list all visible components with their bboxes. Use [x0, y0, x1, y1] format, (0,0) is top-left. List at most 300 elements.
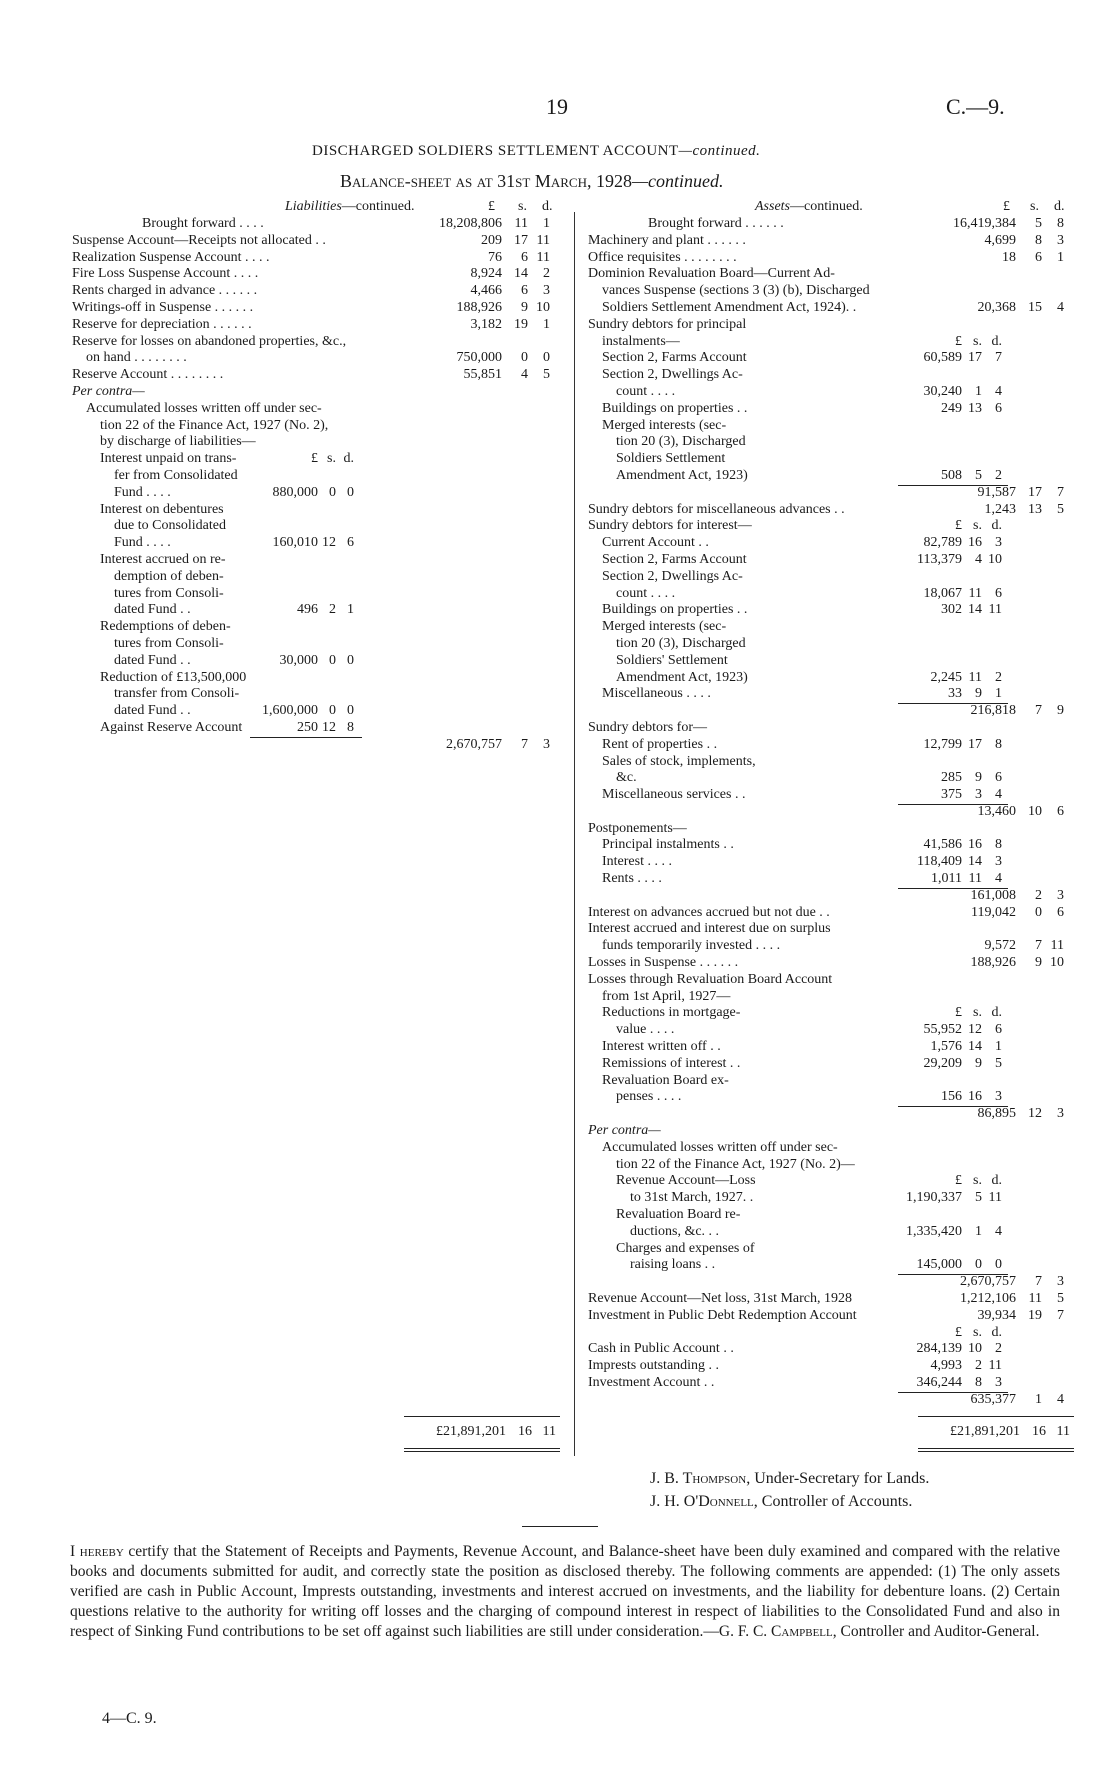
liability-pence: 2	[543, 266, 550, 282]
asset-label: Revenue Account—Net loss, 31st March, 1928	[588, 1291, 853, 1306]
asset-label: Cash in Public Account . .	[588, 1341, 734, 1357]
asset-shillings: 5	[1035, 216, 1042, 231]
asset-row	[588, 972, 1072, 989]
asset-label: Soldiers Settlement Amendment Act, 1924). .	[602, 299, 857, 315]
assets-list	[588, 216, 1072, 1409]
asset-sub-pence: d.	[991, 1173, 1002, 1189]
asset-sub-pence: 11	[988, 602, 1002, 618]
liability-sub-shillings: 2	[329, 602, 336, 618]
liability-sub-shillings: 0	[329, 652, 336, 668]
liability-label: Fund . . . .	[114, 484, 171, 500]
liability-shillings: 9	[521, 299, 528, 315]
liability-row	[72, 317, 558, 334]
asset-label: Revaluation Board ex-	[602, 1072, 729, 1088]
liability-pounds: 3,182	[470, 316, 502, 332]
asset-sub-pounds: 375	[941, 787, 962, 803]
liability-pence: 11	[536, 249, 550, 265]
asset-sub-pounds: 60,589	[923, 350, 962, 366]
asset-pounds: 91,587	[977, 484, 1016, 500]
asset-sub-pounds: 1,576	[930, 1039, 962, 1055]
liability-sub-pence: d.	[343, 451, 354, 467]
asset-pounds: 18	[1002, 249, 1016, 265]
asset-sub-pence: 5	[995, 1055, 1002, 1071]
liabilities-heading-text: Liabilities	[285, 199, 342, 214]
asset-sub-shillings: 11	[968, 871, 982, 887]
asset-label: tion 22 of the Finance Act, 1927 (No. 2)—	[616, 1156, 855, 1172]
asset-shillings: 0	[1035, 904, 1042, 920]
liability-label: Suspense Account—Receipts not allocated . .	[72, 232, 326, 248]
liability-label: Interest on debentures	[100, 501, 224, 517]
liabilities-pence-header: d.	[542, 199, 553, 214]
asset-sub-shillings: 12	[968, 1022, 982, 1038]
asset-label: ductions, &c. . .	[630, 1223, 720, 1239]
liability-label: fer from Consolidated	[114, 467, 238, 483]
asset-pence: 6	[1057, 803, 1064, 819]
signature-thompson: J. B. Thompson, Under-Secretary for Lands.	[650, 1470, 930, 1487]
asset-row	[588, 569, 1072, 586]
liability-sub-pence: 0	[347, 484, 354, 500]
liability-pounds: 18,208,806	[439, 216, 502, 231]
liability-label: Realization Suspense Account . . . .	[72, 249, 270, 265]
asset-sub-pence: d.	[991, 518, 1002, 534]
asset-sub-shillings: 9	[975, 686, 982, 702]
asset-label: Section 2, Dwellings Ac-	[602, 367, 743, 383]
asset-label: Interest written off . .	[602, 1039, 721, 1055]
liability-sub-pounds: 250	[297, 719, 318, 735]
asset-row	[588, 266, 1072, 283]
asset-row	[588, 1341, 1072, 1358]
asset-sub-pounds: 30,240	[923, 383, 962, 399]
liability-pence: 0	[543, 350, 550, 366]
asset-subtotal-rule	[898, 1106, 1008, 1107]
asset-shillings: 10	[1028, 803, 1042, 819]
asset-label: Dominion Revaluation Board—Current Ad-	[588, 266, 835, 282]
assets-total-shillings: 16	[1032, 1424, 1046, 1439]
asset-row	[588, 451, 1072, 468]
asset-sub-pence: 2	[995, 467, 1002, 483]
asset-row	[588, 821, 1072, 838]
asset-sub-pence: 11	[988, 1358, 1002, 1374]
asset-sub-pence: 6	[995, 1022, 1002, 1038]
asset-label: Principal instalments . .	[602, 837, 734, 853]
liability-shillings: 14	[514, 266, 528, 282]
asset-label: funds temporarily invested . . . .	[602, 938, 781, 954]
liability-sub-pounds: 1,600,000	[262, 703, 318, 719]
liability-pence: 3	[543, 736, 550, 752]
asset-sub-pence: 7	[995, 350, 1002, 366]
liability-row	[72, 266, 558, 283]
liability-row	[72, 367, 558, 384]
asset-sub-pence: 10	[988, 551, 1002, 567]
asset-sub-pounds: 145,000	[916, 1257, 962, 1273]
asset-label: Soldiers Settlement	[616, 451, 726, 467]
asset-sub-pence: 6	[995, 585, 1002, 601]
asset-sub-pence: 3	[995, 854, 1002, 870]
asset-sub-pounds: 113,379	[917, 551, 962, 567]
asset-pounds: 20,368	[977, 299, 1016, 315]
liability-row	[72, 619, 558, 636]
asset-pounds: 2,670,757	[960, 1274, 1016, 1290]
asset-row	[588, 686, 1072, 703]
asset-label: Postponements—	[588, 820, 687, 836]
liability-label: Reserve for depreciation . . . . . .	[72, 316, 252, 332]
liability-row	[72, 401, 558, 418]
assets-total-rule-bottom	[918, 1448, 1074, 1449]
liability-sub-pence: 8	[347, 719, 354, 735]
asset-sub-shillings: 10	[968, 1341, 982, 1357]
liability-row	[72, 300, 558, 317]
subtitle-suffix: —continued.	[631, 171, 724, 191]
liability-pence: 10	[536, 299, 550, 315]
asset-row	[588, 485, 1072, 502]
liability-shillings: 19	[514, 316, 528, 332]
asset-sub-pounds: £	[955, 1173, 962, 1189]
liability-sub-pence: 0	[347, 703, 354, 719]
asset-label: Merged interests (sec-	[602, 417, 727, 433]
asset-sub-pounds: £	[955, 518, 962, 534]
asset-row	[588, 1022, 1072, 1039]
asset-row	[588, 804, 1072, 821]
liability-row	[72, 216, 558, 233]
asset-row	[588, 787, 1072, 804]
assets-heading-text: Assets	[755, 199, 790, 214]
liability-sub-pounds: 880,000	[272, 484, 318, 500]
asset-row	[588, 1241, 1072, 1258]
asset-label: Soldiers' Settlement	[616, 652, 728, 668]
asset-row	[588, 1358, 1072, 1375]
liability-label: Fire Loss Suspense Account . . . .	[72, 266, 259, 282]
liability-row	[72, 670, 558, 687]
asset-label: Office requisites . . . . . . . .	[588, 249, 737, 265]
asset-sub-shillings: 14	[968, 1039, 982, 1055]
liability-row	[72, 703, 558, 720]
asset-label: Per contra—	[588, 1123, 661, 1139]
asset-pence: 3	[1057, 1106, 1064, 1122]
asset-shillings: 17	[1028, 484, 1042, 500]
asset-sub-shillings: 13	[968, 400, 982, 416]
asset-pounds: 119,042	[971, 904, 1016, 920]
asset-pounds: 188,926	[970, 955, 1016, 971]
asset-pence: 8	[1057, 216, 1064, 231]
asset-row	[588, 636, 1072, 653]
asset-sub-shillings: 11	[968, 669, 982, 685]
asset-row	[588, 468, 1072, 485]
asset-sub-pounds: 284,139	[916, 1341, 962, 1357]
asset-row	[588, 350, 1072, 367]
liability-shillings: 11	[514, 216, 528, 231]
liability-pounds: 188,926	[456, 299, 502, 315]
asset-row	[588, 888, 1072, 905]
asset-label: Remissions of interest . .	[602, 1055, 741, 1071]
asset-row	[588, 233, 1072, 250]
asset-row	[588, 770, 1072, 787]
asset-label: Rents . . . .	[602, 871, 662, 887]
asset-pence: 1	[1057, 249, 1064, 265]
asset-row	[588, 1073, 1072, 1090]
liability-row	[72, 686, 558, 703]
liabilities-list	[72, 216, 558, 754]
asset-sub-shillings: s.	[973, 1324, 982, 1340]
asset-row	[588, 737, 1072, 754]
liability-pence: 3	[543, 283, 550, 299]
assets-pence-header: d.	[1054, 199, 1065, 214]
asset-label: Sundry debtors for interest—	[588, 518, 752, 534]
asset-shillings: 7	[1035, 938, 1042, 954]
asset-label: Imprests outstanding . .	[588, 1358, 720, 1374]
liability-label: on hand . . . . . . . .	[86, 350, 187, 366]
liability-sub-shillings: 12	[322, 719, 336, 735]
liability-sub-shillings: 12	[322, 535, 336, 551]
asset-row	[588, 1257, 1072, 1274]
liability-label: Rents charged in advance . . . . . .	[72, 283, 258, 299]
asset-label: Sundry debtors for principal	[588, 316, 747, 332]
asset-sub-pounds: 82,789	[923, 535, 962, 551]
liability-shillings: 6	[521, 283, 528, 299]
asset-sub-pence: 3	[995, 1374, 1002, 1390]
asset-label: Current Account . .	[602, 535, 709, 551]
asset-row	[588, 1106, 1072, 1123]
document-reference: C.—9.	[946, 94, 1005, 119]
liability-label: tures from Consoli-	[114, 635, 224, 651]
asset-label: Section 2, Farms Account	[602, 551, 747, 567]
liability-label: dated Fund . .	[114, 602, 191, 618]
asset-sub-shillings: 3	[975, 787, 982, 803]
asset-row	[588, 602, 1072, 619]
liability-row	[72, 434, 558, 451]
asset-sub-pence: 2	[995, 1341, 1002, 1357]
asset-pounds: 635,377	[970, 1391, 1016, 1407]
asset-sub-pence: 4	[995, 1223, 1002, 1239]
asset-label: Interest . . . .	[602, 854, 672, 870]
asset-row	[588, 586, 1072, 603]
asset-pounds: 39,934	[977, 1307, 1016, 1323]
asset-row	[588, 502, 1072, 519]
asset-label: vances Suspense (sections 3 (3) (b), Discharged	[602, 283, 870, 299]
liability-row	[72, 569, 558, 586]
liability-row	[72, 502, 558, 519]
asset-pence: 10	[1050, 955, 1064, 971]
liability-row	[72, 485, 558, 502]
asset-pence: 3	[1057, 1274, 1064, 1290]
asset-row	[588, 989, 1072, 1006]
page-number: 19	[546, 94, 568, 119]
liabilities-heading-suffix: —continued.	[341, 199, 415, 214]
liability-row	[72, 602, 558, 619]
asset-shillings: 12	[1028, 1106, 1042, 1122]
asset-sub-pounds: 302	[941, 602, 962, 618]
liability-pounds: 4,466	[470, 283, 502, 299]
asset-shillings: 7	[1035, 703, 1042, 719]
asset-label: Interest accrued and interest due on surplus	[588, 921, 831, 937]
asset-label: Amendment Act, 1923)	[616, 467, 748, 483]
assets-pound-header: £	[1003, 199, 1010, 214]
asset-label: Accumulated losses written off under sec-	[602, 1139, 838, 1155]
asset-row	[588, 1140, 1072, 1157]
liabilities-heading	[285, 199, 415, 215]
asset-sub-pence: 2	[995, 669, 1002, 685]
asset-row	[588, 619, 1072, 636]
signature-name: J. H. O'Donnell	[650, 1493, 754, 1510]
asset-sub-pence: 8	[995, 837, 1002, 853]
asset-sub-shillings: 8	[975, 1374, 982, 1390]
liability-row	[72, 233, 558, 250]
asset-label: from 1st April, 1927—	[602, 988, 731, 1004]
liability-row	[72, 636, 558, 653]
asset-sub-pounds: 156	[941, 1089, 962, 1105]
asset-row	[588, 1291, 1072, 1308]
asset-sub-pounds: 12,799	[923, 736, 962, 752]
liability-pence: 5	[543, 367, 550, 383]
asset-subtotal-rule	[898, 703, 1008, 704]
asset-label: Amendment Act, 1923)	[616, 669, 748, 685]
asset-row	[588, 535, 1072, 552]
liability-label: transfer from Consoli-	[114, 686, 240, 702]
liability-row	[72, 737, 558, 754]
liability-label: Accumulated losses written off under sec-	[86, 400, 322, 416]
liability-pence: 1	[543, 316, 550, 332]
assets-total-rule-top	[918, 1416, 1074, 1417]
liability-shillings: 0	[521, 350, 528, 366]
asset-row	[588, 367, 1072, 384]
title-text: DISCHARGED SOLDIERS SETTLEMENT ACCOUNT	[312, 143, 679, 159]
asset-sub-pence: 8	[995, 736, 1002, 752]
asset-sub-pounds: £	[955, 1324, 962, 1340]
assets-heading	[755, 199, 863, 215]
asset-row	[588, 1157, 1072, 1174]
certificate-body: certify that the Statement of Receipts and Payments, Revenue Account, and Balance-sheet have been duly examined and compared with the relative books and documents submitted for audit, and correctly state the position as disclosed thereby. The following comments are appended: (1) The only assets verified are cash in Public Account, Imprests outstanding, investments and interest accrued on investments, and the liability for debenture loans. (2) Certain questions relative to the authority for writing off losses and the charging of compound interest in respect of liabilities to the Consolidated Fund and also in respect of Sinking Fund contributions to be set off against such liabilities are still under consideration.—G. F. C.	[70, 1543, 1060, 1640]
asset-pounds: 9,572	[984, 938, 1016, 954]
liability-sub-shillings: 0	[329, 703, 336, 719]
asset-shillings: 8	[1035, 232, 1042, 248]
asset-sub-pounds: 118,409	[917, 854, 962, 870]
asset-row	[588, 905, 1072, 922]
signature-name: J. B. Thompson	[650, 1470, 747, 1487]
liabilities-total-rule-bottom	[404, 1448, 560, 1449]
certificate-signer-role: , Controller and Auditor-General.	[832, 1623, 1040, 1640]
asset-sub-shillings: 16	[968, 535, 982, 551]
asset-row	[588, 401, 1072, 418]
asset-sub-pence: 1	[995, 686, 1002, 702]
asset-sub-pence: 6	[995, 770, 1002, 786]
asset-row	[588, 1392, 1072, 1409]
asset-sub-pence: 1	[995, 1039, 1002, 1055]
asset-sub-pounds: £	[955, 1005, 962, 1021]
liability-shillings: 4	[521, 367, 528, 383]
asset-sub-pounds: 2,245	[930, 669, 962, 685]
asset-sub-pounds: 508	[941, 467, 962, 483]
liability-sub-shillings: s.	[327, 451, 336, 467]
liability-shillings: 17	[514, 232, 528, 248]
asset-row	[588, 1325, 1072, 1342]
liability-sub-pounds: 160,010	[272, 535, 318, 551]
asset-row	[588, 653, 1072, 670]
asset-sub-shillings: 5	[975, 1190, 982, 1206]
liability-row	[72, 535, 558, 552]
liability-row	[72, 653, 558, 670]
certificate-lead: I hereby	[70, 1543, 124, 1560]
asset-label: value . . . .	[616, 1022, 675, 1038]
liability-pounds: 750,000	[456, 350, 502, 366]
asset-pounds: 86,895	[977, 1106, 1016, 1122]
liability-pounds: 76	[488, 249, 502, 265]
asset-sub-shillings: 2	[975, 1358, 982, 1374]
asset-label: Losses in Suspense . . . . . .	[588, 955, 739, 971]
asset-row	[588, 250, 1072, 267]
liability-sub-pounds: £	[311, 451, 318, 467]
asset-shillings: 19	[1028, 1307, 1042, 1323]
asset-label: Brought forward . . . . . .	[648, 216, 784, 231]
asset-row	[588, 1056, 1072, 1073]
asset-shillings: 2	[1035, 887, 1042, 903]
assets-heading-suffix: —continued.	[790, 199, 863, 214]
liabilities-total-rule-top	[404, 1416, 560, 1417]
asset-sub-pounds: 1,190,337	[906, 1190, 962, 1206]
asset-label: raising loans . .	[630, 1257, 716, 1273]
liability-label: tion 22 of the Finance Act, 1927 (No. 2),	[100, 417, 329, 433]
asset-label: tion 20 (3), Discharged	[616, 434, 746, 450]
asset-row	[588, 1005, 1072, 1022]
asset-label: count . . . .	[616, 585, 676, 601]
asset-sub-shillings: s.	[973, 518, 982, 534]
asset-label: Revaluation Board re-	[616, 1207, 741, 1223]
asset-row	[588, 552, 1072, 569]
certificate-signer: Campbell	[771, 1623, 833, 1640]
asset-row	[588, 1039, 1072, 1056]
liabilities-shilling-header: s.	[518, 199, 527, 214]
asset-shillings: 11	[1028, 1291, 1042, 1306]
asset-pence: 6	[1057, 904, 1064, 920]
liability-row	[72, 451, 558, 468]
liability-label: Reserve Account . . . . . . . .	[72, 367, 224, 383]
asset-sub-shillings: 14	[968, 602, 982, 618]
asset-row	[588, 938, 1072, 955]
asset-label: Interest on advances accrued but not due . .	[588, 904, 830, 920]
asset-sub-pounds: 18,067	[923, 585, 962, 601]
asset-pounds: 16,419,384	[953, 216, 1016, 231]
asset-pounds: 1,243	[984, 501, 1016, 517]
asset-label: Sundry debtors for—	[588, 719, 707, 735]
asset-sub-pounds: 1,011	[931, 871, 962, 887]
asset-sub-pounds: 29,209	[923, 1055, 962, 1071]
asset-label: Reductions in mortgage-	[602, 1005, 741, 1021]
asset-sub-pounds: 346,244	[916, 1374, 962, 1390]
asset-label: Revenue Account—Loss	[616, 1173, 756, 1189]
asset-row	[588, 1375, 1072, 1392]
footer-code: 4—C. 9.	[102, 1710, 157, 1727]
asset-row	[588, 720, 1072, 737]
asset-label: Miscellaneous . . . .	[602, 686, 711, 702]
asset-row	[588, 283, 1072, 300]
asset-sub-shillings: 1	[975, 1223, 982, 1239]
asset-label: to 31st March, 1927. .	[630, 1190, 754, 1206]
liability-pounds: 8,924	[470, 266, 502, 282]
liability-sub-pence: 0	[347, 652, 354, 668]
liability-pence: 11	[536, 232, 550, 248]
liability-label: Writings-off in Suspense . . . . . .	[72, 299, 254, 315]
asset-sub-pounds: 55,952	[923, 1022, 962, 1038]
asset-label: Losses through Revaluation Board Account	[588, 971, 833, 987]
asset-sub-pounds: 249	[941, 400, 962, 416]
asset-sub-shillings: s.	[973, 1005, 982, 1021]
asset-row	[588, 1190, 1072, 1207]
asset-pounds: 161,008	[970, 887, 1016, 903]
liability-label: Interest accrued on re-	[100, 551, 226, 567]
asset-pence: 3	[1057, 887, 1064, 903]
asset-subtotal-rule	[898, 804, 1008, 805]
liability-label: due to Consolidated	[114, 518, 226, 534]
asset-sub-pence: 0	[995, 1257, 1002, 1273]
liability-pounds: 2,670,757	[446, 736, 502, 752]
